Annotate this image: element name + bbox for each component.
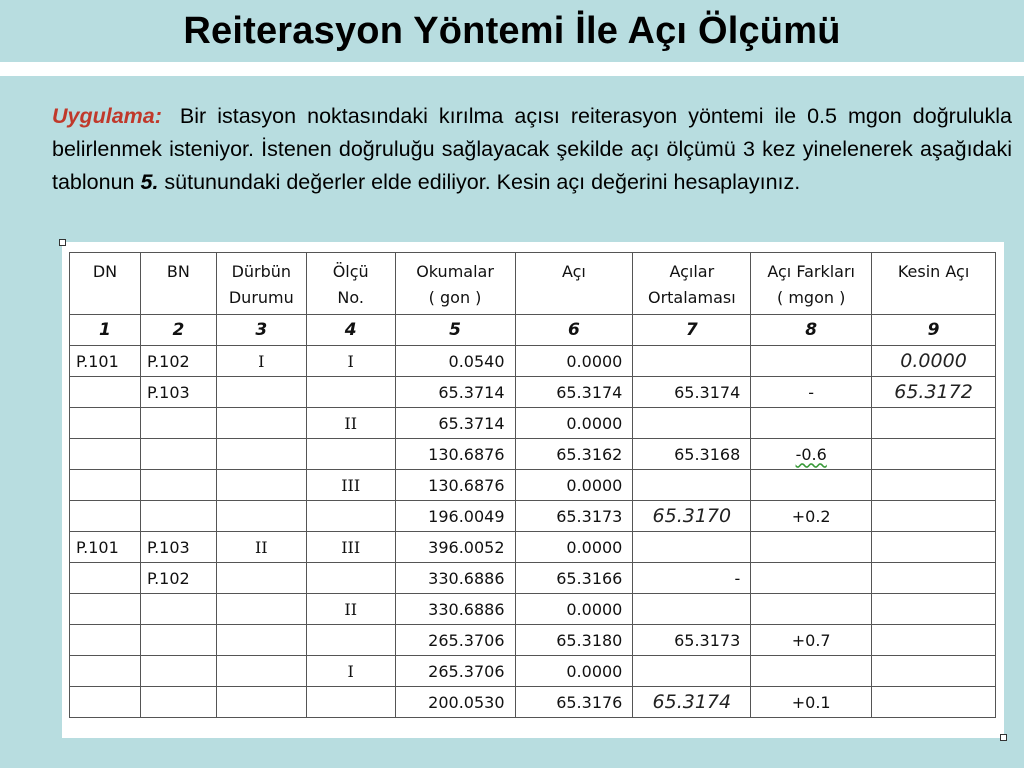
table-cell — [216, 625, 306, 656]
table-cell: 65.3714 — [395, 377, 515, 408]
table-cell — [872, 408, 996, 439]
table-cell: P.103 — [140, 532, 216, 563]
table-row — [70, 656, 996, 687]
table-cell — [872, 563, 996, 594]
table-cell — [751, 408, 872, 439]
table-row — [70, 625, 996, 656]
table-cell: 65.3162 — [515, 439, 633, 470]
table-cell — [216, 408, 306, 439]
column-header-line1: Okumalar — [416, 262, 494, 281]
table-cell — [633, 532, 751, 563]
table-cell: P.101 — [70, 532, 141, 563]
table-cell — [633, 346, 751, 377]
column-header-line1: DN — [92, 262, 118, 281]
table-cell — [633, 470, 751, 501]
table-cell — [140, 470, 216, 501]
column-number: 6 — [515, 315, 633, 346]
table-cell: 0.0000 — [515, 346, 633, 377]
column-header — [306, 253, 395, 315]
table-cell: II — [306, 408, 395, 439]
column-number: 2 — [140, 315, 216, 346]
column-number: 9 — [872, 315, 996, 346]
column-header — [751, 253, 872, 315]
table-cell — [751, 346, 872, 377]
column-header — [140, 253, 216, 315]
table-cell — [70, 656, 141, 687]
table-cell — [70, 408, 141, 439]
column-header-line2: ( mgon ) — [777, 288, 846, 307]
table-cell: 396.0052 — [395, 532, 515, 563]
table-cell — [216, 594, 306, 625]
table-cell — [216, 377, 306, 408]
problem-column-ref: 5. — [140, 170, 159, 194]
table-cell — [216, 656, 306, 687]
slide-title: Reiterasyon Yöntemi İle Açı Ölçümü — [183, 9, 841, 52]
table-cell: 65.3174 — [515, 377, 633, 408]
column-number: 4 — [306, 315, 395, 346]
table-cell: 65.3173 — [633, 625, 751, 656]
table-cell: 65.3714 — [395, 408, 515, 439]
table-row — [70, 377, 996, 408]
table-cell: 196.0049 — [395, 501, 515, 532]
table-cell: +0.1 — [751, 687, 872, 718]
table-cell: 65.3173 — [515, 501, 633, 532]
table-cell — [633, 594, 751, 625]
table-cell: 0.0000 — [515, 532, 633, 563]
table-cell — [216, 501, 306, 532]
table-cell: 0.0000 — [515, 594, 633, 625]
table-cell: P.103 — [140, 377, 216, 408]
table-cell: P.102 — [140, 563, 216, 594]
table-cell — [751, 594, 872, 625]
column-header-line1: Dürbün — [231, 262, 292, 281]
table-row — [70, 687, 996, 718]
table-cell — [306, 563, 395, 594]
table-cell — [70, 501, 141, 532]
table-cell — [872, 532, 996, 563]
table-cell — [306, 501, 395, 532]
table-cell — [633, 408, 751, 439]
table-cell: 65.3168 — [633, 439, 751, 470]
table-cell: 65.3174 — [633, 377, 751, 408]
slide-title-bar — [0, 0, 1024, 62]
table-cell — [70, 594, 141, 625]
table-cell — [216, 687, 306, 718]
table-cell — [70, 470, 141, 501]
table-cell: 65.3176 — [515, 687, 633, 718]
table-cell — [140, 594, 216, 625]
column-number: 7 — [633, 315, 751, 346]
table-cell — [751, 470, 872, 501]
table-cell: III — [306, 470, 395, 501]
table-cell — [872, 687, 996, 718]
table-cell: +0.2 — [751, 501, 872, 532]
table-cell: I — [216, 346, 306, 377]
table-row — [70, 470, 996, 501]
measurement-table — [69, 252, 996, 718]
column-header-line2: ( gon ) — [428, 288, 482, 307]
table-cell: 330.6886 — [395, 563, 515, 594]
column-header-line1: BN — [166, 262, 190, 281]
table-cell — [306, 439, 395, 470]
column-number: 8 — [751, 315, 872, 346]
table-cell: - — [633, 563, 751, 594]
column-header-line1: Açı — [561, 262, 586, 281]
table-cell: 130.6876 — [395, 439, 515, 470]
table-cell — [751, 532, 872, 563]
column-header-line1: Ölçü — [332, 262, 369, 281]
table-cell — [751, 656, 872, 687]
table-cell — [140, 656, 216, 687]
table-cell — [216, 439, 306, 470]
table-cell: 65.3180 — [515, 625, 633, 656]
problem-text-2: sütunundaki değerler elde ediliyor. Kesin açı değerini hesaplayınız. — [164, 170, 801, 194]
column-header-line1: Kesin Açı — [897, 262, 970, 281]
column-header — [515, 253, 633, 315]
column-header-line1: Açılar — [669, 262, 715, 281]
table-cell: II — [306, 594, 395, 625]
table-cell — [140, 408, 216, 439]
table-cell — [872, 625, 996, 656]
table-cell — [872, 439, 996, 470]
table-cell: 0.0000 — [872, 346, 996, 377]
table-cell — [872, 470, 996, 501]
table-cell: - — [751, 377, 872, 408]
column-header — [395, 253, 515, 315]
table-cell — [872, 656, 996, 687]
selection-handle[interactable] — [59, 239, 66, 246]
table-cell: II — [216, 532, 306, 563]
table-row — [70, 563, 996, 594]
table-cell: 265.3706 — [395, 625, 515, 656]
selection-handle[interactable] — [1000, 734, 1007, 741]
column-header — [872, 253, 996, 315]
table-cell: I — [306, 346, 395, 377]
column-header — [70, 253, 141, 315]
table-cell — [140, 625, 216, 656]
problem-statement — [52, 100, 1012, 199]
table-cell: 65.3172 — [872, 377, 996, 408]
table-cell — [70, 625, 141, 656]
problem-lead: Uygulama: — [52, 104, 162, 128]
table-row — [70, 408, 996, 439]
table-cell: 330.6886 — [395, 594, 515, 625]
table-cell — [70, 439, 141, 470]
table-cell — [751, 439, 872, 470]
title-divider — [0, 62, 1024, 76]
table-cell: 265.3706 — [395, 656, 515, 687]
table-cell — [306, 687, 395, 718]
table-cell — [70, 563, 141, 594]
table-cell — [70, 687, 141, 718]
table-cell: 130.6876 — [395, 470, 515, 501]
column-number: 5 — [395, 315, 515, 346]
table-cell — [70, 377, 141, 408]
column-header — [633, 253, 751, 315]
table-cell: +0.7 — [751, 625, 872, 656]
table-row — [70, 594, 996, 625]
column-number: 1 — [70, 315, 141, 346]
table-cell: I — [306, 656, 395, 687]
table-cell: 200.0530 — [395, 687, 515, 718]
table-cell — [306, 625, 395, 656]
table-cell — [216, 470, 306, 501]
table-row — [70, 346, 996, 377]
table-header-row — [70, 253, 996, 315]
table-cell — [306, 377, 395, 408]
table-cell — [751, 563, 872, 594]
column-header-line1: Açı Farkları — [767, 262, 855, 281]
table-row — [70, 501, 996, 532]
table-cell: 65.3174 — [633, 687, 751, 718]
table-cell — [633, 656, 751, 687]
angle-diff-value: -0.6 — [795, 444, 827, 464]
column-header — [216, 253, 306, 315]
column-header-line2: Durumu — [228, 288, 294, 307]
problem-text-1: Bir istasyon noktasındaki kırılma açısı reiterasyon yöntemi ile 0.5 mgon doğrulukla belirlenmek isteniyor. İstenen doğruluğu sağlayacak şekilde açı ölçümü 3 kez yinelenerek aşağıdaki tablonun — [52, 104, 1012, 194]
table-cell: 65.3170 — [633, 501, 751, 532]
table-cell — [140, 687, 216, 718]
table-cell: 0.0000 — [515, 408, 633, 439]
table-cell: 0.0000 — [515, 470, 633, 501]
column-number-row — [70, 315, 996, 346]
column-header-line2: Ortalaması — [647, 288, 736, 307]
table-cell — [872, 594, 996, 625]
table-cell — [140, 439, 216, 470]
table-cell: 0.0000 — [515, 656, 633, 687]
table-cell — [216, 563, 306, 594]
column-header-line2: No. — [337, 288, 364, 307]
table-cell: 65.3166 — [515, 563, 633, 594]
table-cell — [872, 501, 996, 532]
table-cell: P.101 — [70, 346, 141, 377]
table-body — [70, 253, 996, 718]
table-cell: P.102 — [140, 346, 216, 377]
table-cell: 0.0540 — [395, 346, 515, 377]
table-cell: III — [306, 532, 395, 563]
measurement-table-frame — [62, 242, 1004, 738]
table-row — [70, 532, 996, 563]
table-cell — [140, 501, 216, 532]
table-row — [70, 439, 996, 470]
column-number: 3 — [216, 315, 306, 346]
